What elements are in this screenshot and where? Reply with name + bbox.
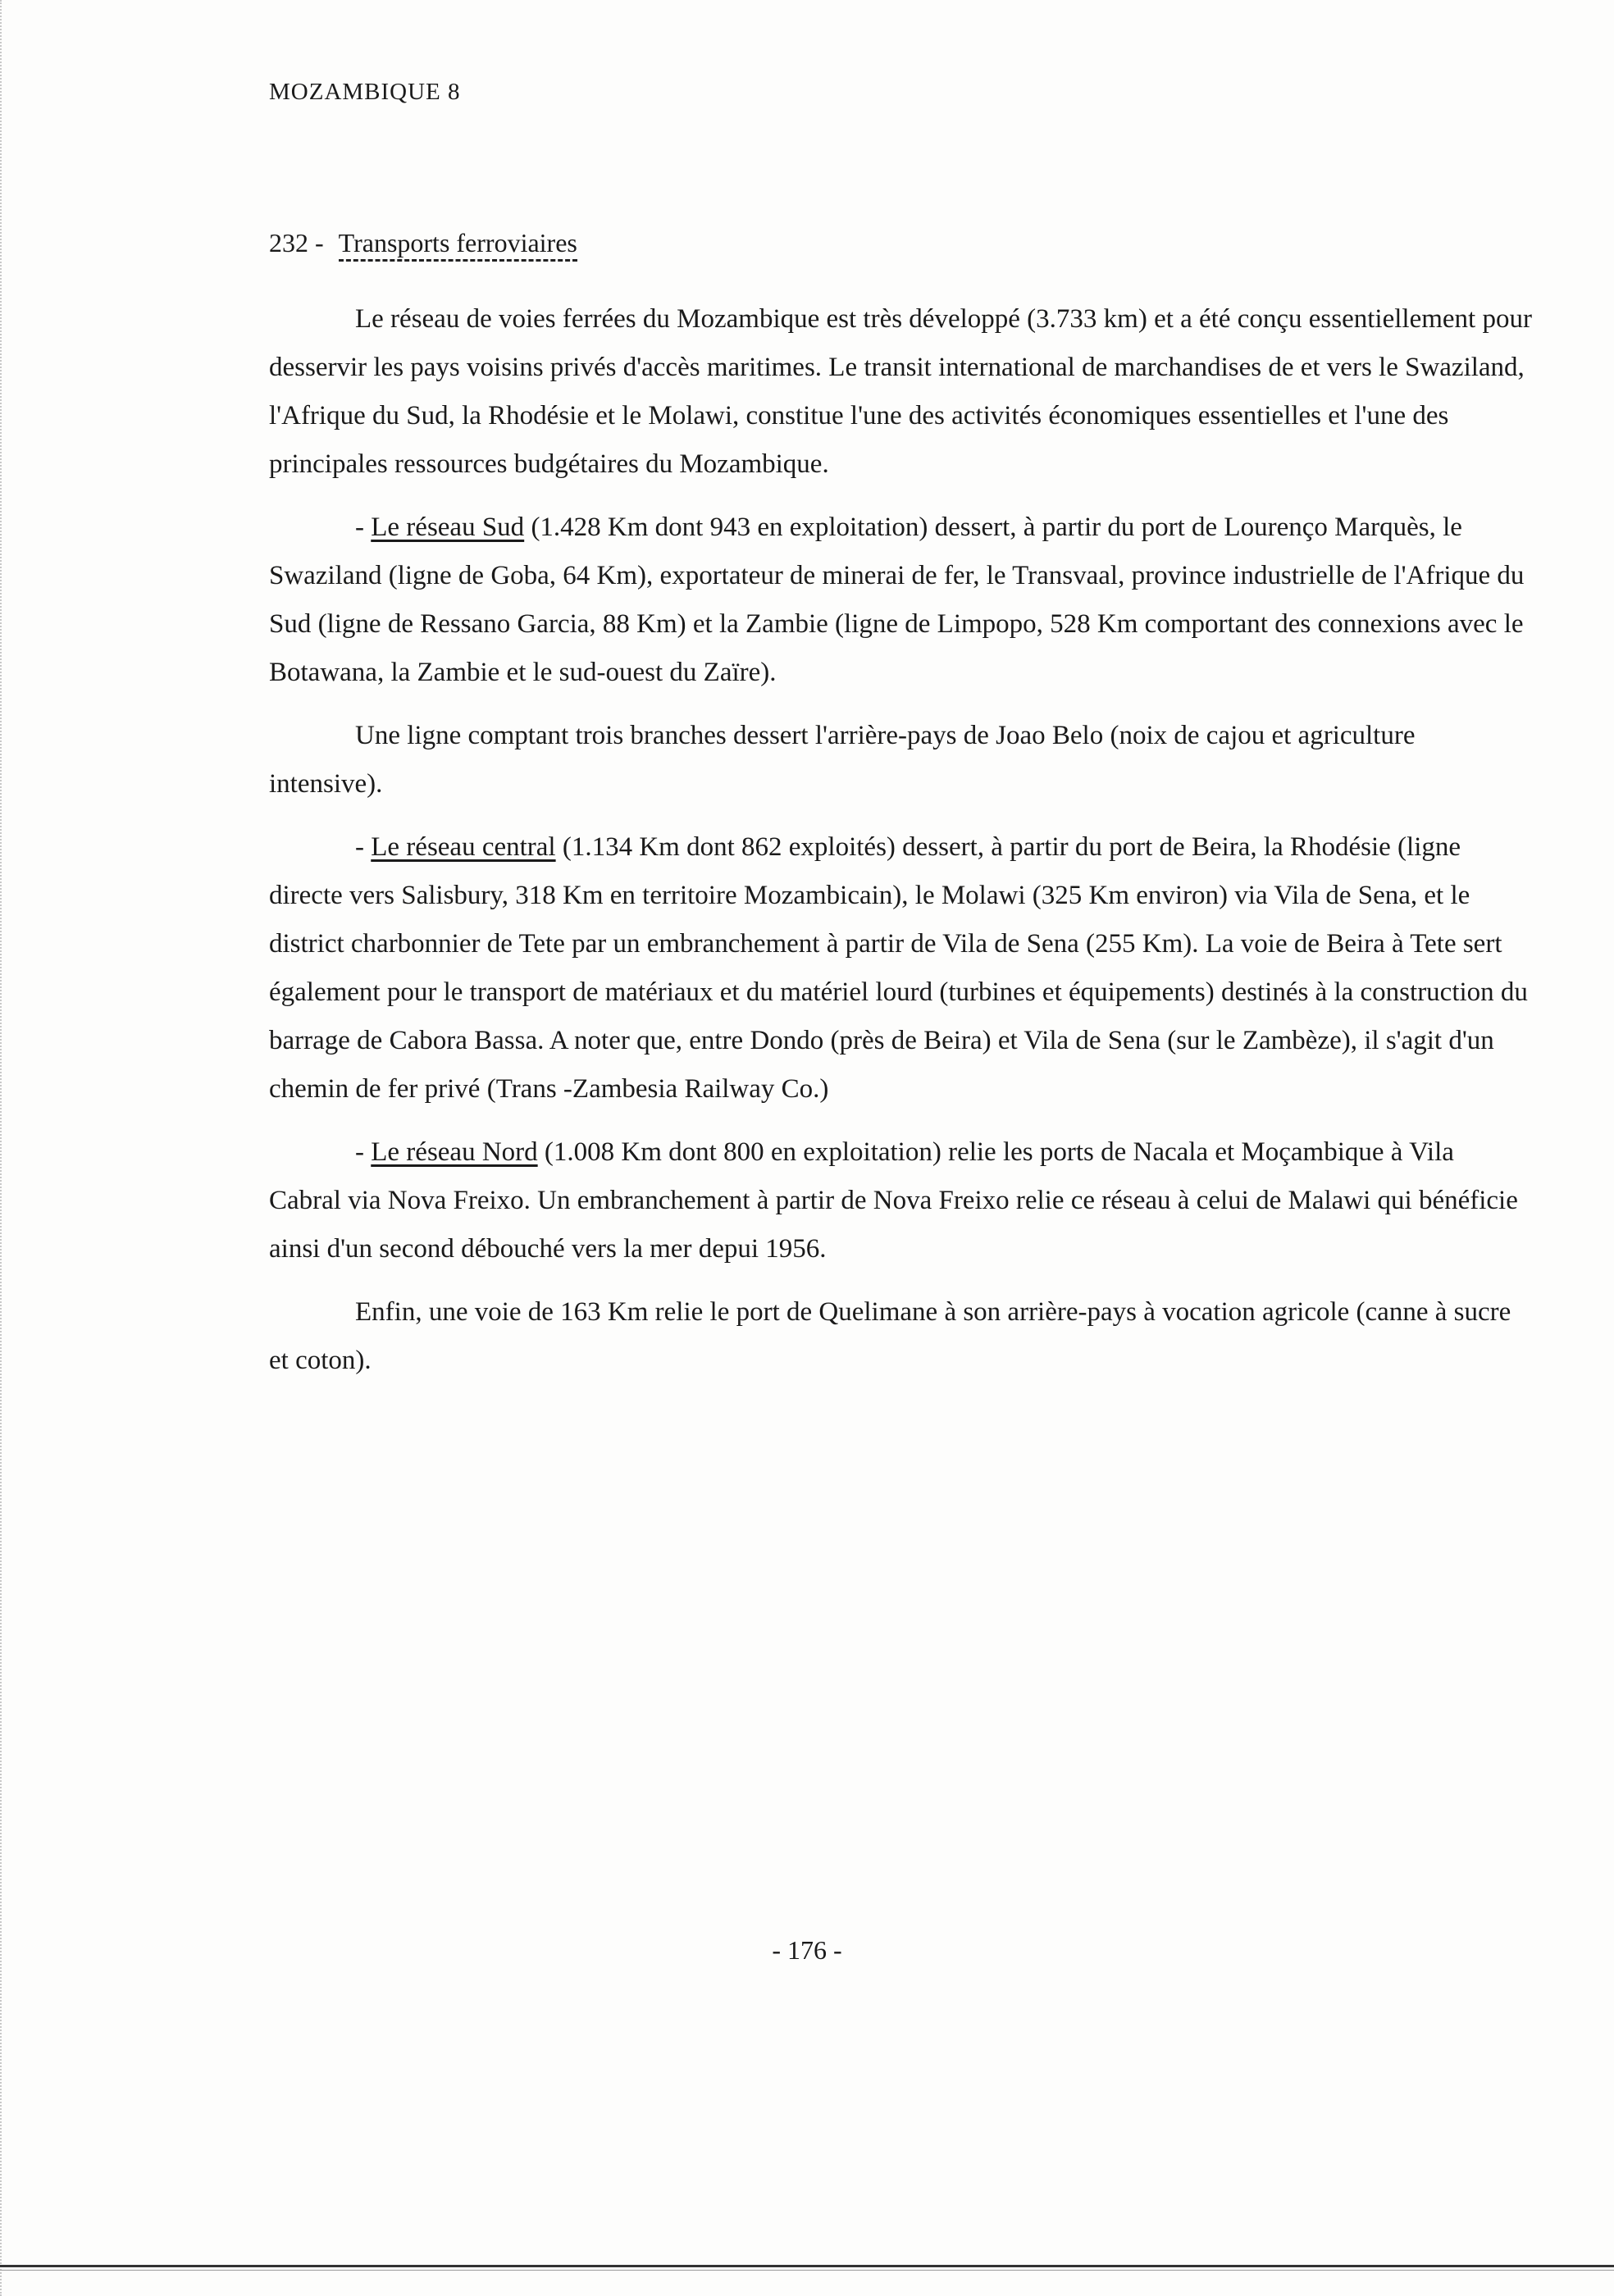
text-reseau-nord: (1.008 Km dont 800 en exploitation) relie les ports de Nacala et Moçambique à Vila Cabral via Nova Freixo. Un embranchement à partir de Nova Freixo relie ce réseau à celui de Malawi qui bénéficie ainsi d'un second débouché vers la mer depui 1956. xyxy=(269,1137,1518,1264)
list-dash: - xyxy=(355,832,372,862)
paragraph-reseau-central xyxy=(269,823,1532,1114)
paragraph-quelimane: Enfin, une voie de 163 Km relie le port de Quelimane à son arrière-pays à vocation agricole (canne à sucre et coton). xyxy=(269,1297,1511,1375)
body-text xyxy=(269,295,1532,1400)
heading-reseau-sud: Le réseau Sud xyxy=(371,512,525,542)
section-heading xyxy=(269,228,577,258)
heading-reseau-nord: Le réseau Nord xyxy=(371,1137,538,1167)
paragraph-reseau-nord xyxy=(269,1128,1532,1273)
paragraph-reseau-sud xyxy=(269,503,1532,697)
list-dash: - xyxy=(355,1137,372,1167)
footer-rule xyxy=(0,2265,1614,2267)
heading-reseau-central: Le réseau central xyxy=(371,832,556,862)
footer-rule-thin xyxy=(0,2270,1614,2271)
paragraph-intro: Le réseau de voies ferrées du Mozambique est très développé (3.733 km) et a été conçu essentiellement pour desservir les pays voisins privés d'accès maritimes. Le transit international de marchandises de et vers le Swaziland, l'Afrique du Sud, la Rhodésie et le Molawi, constitue l'une des activités économiques essentielles et l'une des principales ressources budgétaires du Mozambique. xyxy=(269,304,1532,479)
section-number: 232 - xyxy=(269,228,324,257)
header-label: MOZAMBIQUE 8 xyxy=(269,79,461,105)
text-reseau-central: (1.134 Km dont 862 exploités) dessert, à partir du port de Beira, la Rhodésie (ligne directe vers Salisbury, 318 Km en territoire Mozambicain), le Molawi (325 Km environ) via Vila de Sena, et le district charbonnier de Tete par un embranchement à partir de Vila de Sena (255 Km). La voie de Beira à Tete sert également pour le transport de matériaux et du matériel lourd (turbines et équipements) destinés à la construction du barrage de Cabora Bassa. A noter que, entre Dondo (près de Beira) et Vila de Sena (sur le Zambèze), il s'agit d'un chemin de fer privé (Trans -Zambesia Railway Co.) xyxy=(269,832,1528,1104)
paragraph-joao-belo: Une ligne comptant trois branches dessert l'arrière-pays de Joao Belo (noix de cajou et agriculture intensive). xyxy=(269,721,1416,799)
page-number: - 176 - xyxy=(772,1935,842,1965)
text-reseau-sud: (1.428 Km dont 943 en exploitation) dessert, à partir du port de Lourenço Marquès, le Swaziland (ligne de Goba, 64 Km), exportateur de minerai de fer, le Transvaal, province industrielle de l'Afrique du Sud (ligne de Ressano Garcia, 88 Km) et la Zambie (ligne de Limpopo, 528 Km comportant des connexions avec le Botawana, la Zambie et le sud-ouest du Zaïre). xyxy=(269,512,1525,687)
section-title: Transports ferroviaires xyxy=(339,228,577,262)
list-dash: - xyxy=(355,512,372,542)
